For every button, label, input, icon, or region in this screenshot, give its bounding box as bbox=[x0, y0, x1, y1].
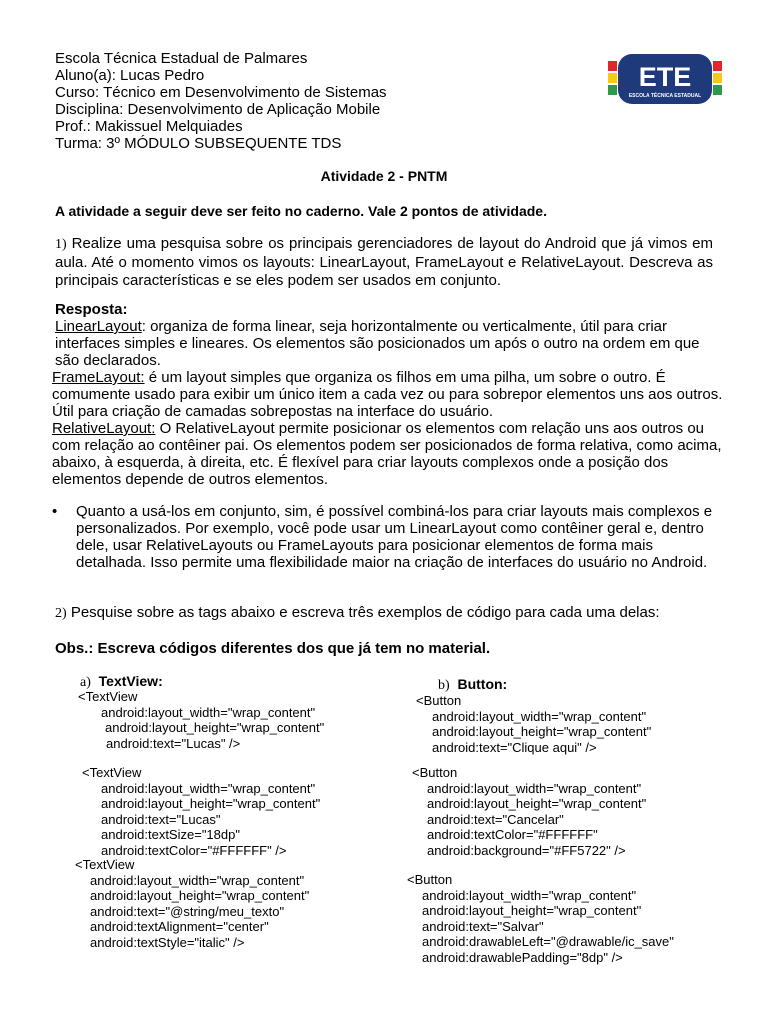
code-line: android:textAlignment="center" bbox=[90, 919, 269, 934]
code-line: android:layout_width="wrap_content" bbox=[422, 887, 637, 903]
relativelayout-term: RelativeLayout: bbox=[52, 420, 156, 437]
question-1 bbox=[55, 235, 713, 290]
code-line: android:background="#FF5722" /> bbox=[427, 842, 626, 858]
textview-name: TextView: bbox=[98, 673, 163, 689]
code-line: <TextView bbox=[75, 857, 135, 872]
framelayout-description: é um layout simples que organiza os filhos em uma pilha, um sobre o outro. É comumente usado para exibir um único item a cada vez ou para sobrepor elementos uns aos outros. Útil para criação de camadas sobrepostas na interface do usuário. bbox=[52, 369, 723, 420]
relativelayout-description: O RelativeLayout permite posicionar os elementos com relação uns aos outros ou com relação ao contêiner pai. Os elementos podem ser posicionados de forma relativa, como acima, abaixo, à esquerda, à direita, etc. É flexível para criar layouts complexos onde a posição dos elementos depende de outros elementos. bbox=[52, 420, 722, 488]
code-line: android:layout_width="wrap_content" bbox=[432, 708, 647, 724]
button-name: Button: bbox=[457, 676, 508, 692]
code-line: android:drawableLeft="@drawable/ic_save" bbox=[422, 934, 674, 949]
button-example-1 bbox=[416, 693, 651, 755]
code-line: android:text="Lucas" /> bbox=[106, 735, 241, 751]
code-line: android:layout_height="wrap_content" bbox=[90, 888, 310, 903]
code-line: android:layout_height="wrap_content" bbox=[422, 903, 642, 918]
button-example-2 bbox=[412, 765, 646, 858]
course-name: Curso: Técnico em Desenvolvimento de Sistemas bbox=[55, 84, 387, 101]
document-header bbox=[55, 50, 387, 152]
code-line: <Button bbox=[416, 693, 462, 708]
linearlayout-term: LinearLayout bbox=[55, 318, 142, 335]
professor-name: Prof.: Makissuel Melquiades bbox=[55, 118, 243, 135]
code-line: android:textColor="#FFFFFF" /> bbox=[101, 842, 287, 858]
button-heading bbox=[438, 676, 507, 694]
textview-example-3 bbox=[75, 857, 309, 950]
student-name: Aluno(a): Lucas Pedro bbox=[55, 67, 205, 84]
code-line: android:drawablePadding="8dp" /> bbox=[422, 949, 623, 965]
textview-example-2 bbox=[82, 765, 320, 858]
question-2-text: Pesquise sobre as tags abaixo e escreva três exemplos de código para cada uma delas: bbox=[66, 604, 660, 621]
code-line: android:text="Clique aqui" /> bbox=[432, 739, 597, 755]
textview-example-1 bbox=[78, 689, 324, 751]
logo-text: ETE bbox=[638, 62, 692, 92]
button-letter: b) bbox=[438, 678, 450, 693]
answer-framelayout bbox=[52, 369, 724, 420]
code-line: android:textStyle="italic" /> bbox=[90, 934, 245, 950]
linearlayout-description: : organiza de forma linear, seja horizontalmente ou verticalmente, útil para criar interfaces simples e lineares. Os elementos são posicionados um após o outro na ordem em que são declarados. bbox=[55, 318, 700, 369]
bullet-icon: • bbox=[52, 503, 58, 520]
activity-title: Atividade 2 - PNTM bbox=[320, 168, 448, 184]
code-line: android:layout_width="wrap_content" bbox=[101, 704, 316, 720]
code-line: <Button bbox=[407, 872, 453, 887]
discipline-name: Disciplina: Desenvolvimento de Aplicação Mobile bbox=[55, 101, 381, 118]
question-2-number: 2) bbox=[55, 606, 67, 621]
button-example-3 bbox=[407, 872, 674, 965]
code-line: android:text="Salvar" bbox=[422, 918, 544, 934]
answer-relativelayout bbox=[52, 420, 724, 488]
code-line: android:textSize="18dp" bbox=[101, 827, 240, 842]
answer-label: Resposta: bbox=[55, 301, 128, 318]
code-line: android:layout_height="wrap_content" bbox=[101, 796, 321, 811]
code-line: <Button bbox=[412, 765, 458, 780]
code-line: android:text="Cancelar" bbox=[427, 811, 564, 827]
code-line: android:layout_width="wrap_content" bbox=[101, 780, 316, 796]
framelayout-term: FrameLayout: bbox=[52, 369, 145, 386]
code-line: android:layout_height="wrap_content" bbox=[427, 796, 647, 811]
obs-note: Obs.: Escreva códigos diferentes dos que já tem no material. bbox=[55, 640, 491, 657]
code-line: android:text="@string/meu_texto" bbox=[90, 903, 285, 919]
code-line: android:layout_height="wrap_content" bbox=[432, 724, 652, 739]
ete-logo bbox=[608, 53, 722, 107]
code-line: <TextView bbox=[78, 689, 138, 704]
code-line: android:layout_width="wrap_content" bbox=[427, 780, 642, 796]
bullet-text: Quanto a usá-los em conjunto, sim, é possível combiná-los para criar layouts mais complexos e personalizados. Por exemplo, você pode usar um LinearLayout como contêiner geral e, dentro dele, usar RelativeLayouts ou FrameLayouts para posicionar elementos de forma mais detalhada. Isso permite uma flexibilidade maior na criação de interfaces do usuário no Android. bbox=[76, 503, 713, 571]
code-line: android:text="Lucas" bbox=[101, 811, 221, 827]
code-line: android:textColor="#FFFFFF" bbox=[427, 827, 598, 842]
question-1-number: 1) bbox=[55, 237, 67, 252]
question-2 bbox=[55, 604, 660, 622]
code-line: android:layout_height="wrap_content" bbox=[105, 720, 325, 735]
code-line: android:layout_width="wrap_content" bbox=[90, 872, 305, 888]
logo-subtext: ESCOLA TÉCNICA ESTADUAL bbox=[628, 93, 702, 99]
textview-letter: a) bbox=[80, 675, 91, 690]
code-line: <TextView bbox=[82, 765, 142, 780]
instruction-text: A atividade a seguir deve ser feito no caderno. Vale 2 pontos de atividade. bbox=[55, 203, 547, 219]
question-1-text: Realize uma pesquisa sobre os principais gerenciadores de layout do Android que já vimos em aula. Até o momento vimos os layouts: LinearLayout, FrameLayout e RelativeLayout. Descreva as principais características e se eles podem ser usados em conjunto. bbox=[55, 235, 713, 289]
class-name: Turma: 3º MÓDULO SUBSEQUENTE TDS bbox=[55, 135, 342, 152]
answer-linearlayout bbox=[55, 318, 725, 369]
school-name: Escola Técnica Estadual de Palmares bbox=[55, 50, 308, 67]
